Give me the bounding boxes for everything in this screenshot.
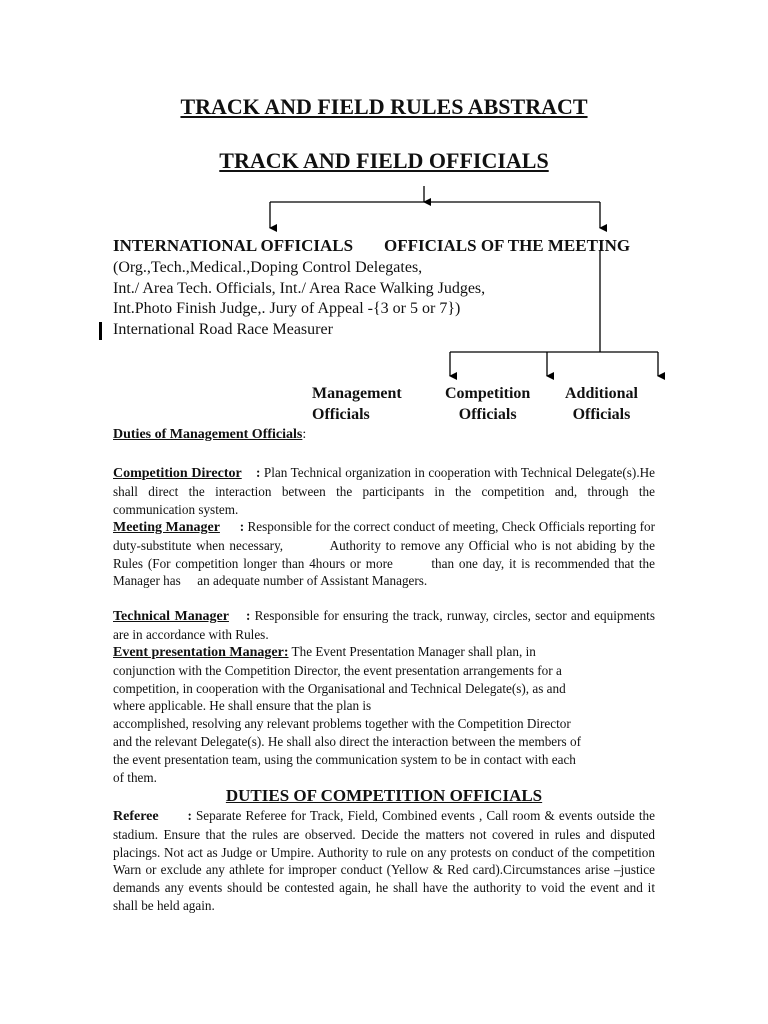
duty-meeting-manager — [113, 518, 659, 590]
branch-line: Officials — [312, 406, 370, 423]
page-title: TRACK AND FIELD RULES ABSTRACT — [180, 94, 588, 119]
branch-competition-officials — [445, 383, 530, 425]
competition-duties-heading: DUTIES OF COMPETITION OFFICIALS — [225, 786, 543, 805]
duty-label: Competition Director — [113, 466, 242, 481]
duty-separator: : — [219, 519, 248, 534]
duty-separator: : — [228, 608, 255, 623]
duty-label: Technical Manager — [113, 609, 229, 624]
duty-text: Responsible for the correct conduct of meeting, Check Officials reporting for duty-substitute when necessary, Authority to remove any Official who is not abiding by the Rules (For competition longer than 4hours or more than one day, it is recommended that the Manager has an adequate number of Assistant Managers. — [113, 519, 659, 589]
duty-separator: : — [158, 808, 196, 823]
branch-line: Competition — [445, 385, 531, 402]
branch-line: Officials — [572, 406, 631, 423]
branch-line: Management — [312, 385, 402, 402]
event-line: of them. — [113, 769, 157, 785]
management-duties-heading-text: Duties of Management Officials — [113, 427, 303, 442]
international-officials-heading: INTERNATIONAL OFFICIALS — [113, 236, 354, 255]
branch-line: Officials — [458, 406, 517, 423]
management-duties-heading — [113, 427, 306, 443]
international-line: International Road Race Measurer — [113, 320, 333, 338]
duty-text: Separate Referee for Track, Field, Combined events , Call room & events outside the stadium. Ensure that the rules are observed. Decide the matters not covered in rules and disputed placings. Not act as Judge or Umpire. Authority to rule on any protests on conduct of the competition Warn or exclude any athlete for improper conduct (Yellow & Red card).Circumstances arise –justice demands any events should be contested again, he shall have the authority to void the event and it shall be held again. — [113, 808, 655, 913]
branch-line: Additional — [565, 385, 638, 402]
branch-management-officials — [312, 383, 402, 425]
duty-referee — [113, 807, 655, 915]
duty-separator: : — [241, 465, 264, 480]
duty-text: Responsible for ensuring the track, runway, circles, sector and equipments are in accordance with Rules. — [113, 608, 655, 642]
international-line: Int./ Area Tech. Officials, Int./ Area Race Walking Judges, — [113, 279, 486, 297]
international-line: (Org.,Tech.,Medical.,Doping Control Delegates, — [113, 259, 423, 276]
event-line: where applicable. He shall ensure that the plan is — [113, 698, 372, 714]
international-line: Int.Photo Finish Judge,. Jury of Appeal -{3 or 5 or 7}) — [113, 300, 461, 317]
duty-label: Event presentation Manager: — [113, 645, 289, 660]
meeting-officials-heading: OFFICIALS OF THE MEETING — [384, 236, 631, 255]
management-duties-heading-suffix: : — [302, 427, 307, 442]
page-subtitle: TRACK AND FIELD OFFICIALS — [219, 148, 549, 173]
event-line-text: The Event Presentation Manager shall plan, in — [288, 644, 536, 659]
event-line: accomplished, resolving any relevant problems together with the Competition Director — [113, 716, 571, 732]
event-line: competition, in cooperation with the Organisational and Technical Delegate(s), as and — [113, 680, 566, 696]
event-line: and the relevant Delegate(s). He shall also direct the interaction between the members of — [113, 733, 581, 749]
duty-text: Plan Technical organization in cooperation with Technical Delegate(s).He shall direct the interaction between the participants in the competition and, through the communication system. — [113, 465, 655, 517]
event-line: the event presentation team, using the communication system to be in contact with each — [113, 751, 576, 767]
duty-competition-director — [113, 464, 655, 518]
branch-additional-officials — [565, 383, 638, 425]
duty-label: Meeting Manager — [113, 520, 220, 535]
event-line: conjunction with the Competition Director, the event presentation arrangements for a — [113, 662, 562, 678]
duty-technical-manager — [113, 607, 655, 644]
margin-bar-mark — [99, 322, 102, 340]
international-officials-list — [113, 258, 485, 340]
duty-event-presentation-manager — [113, 643, 655, 786]
duty-label: Referee — [113, 809, 159, 824]
event-line — [113, 643, 655, 662]
